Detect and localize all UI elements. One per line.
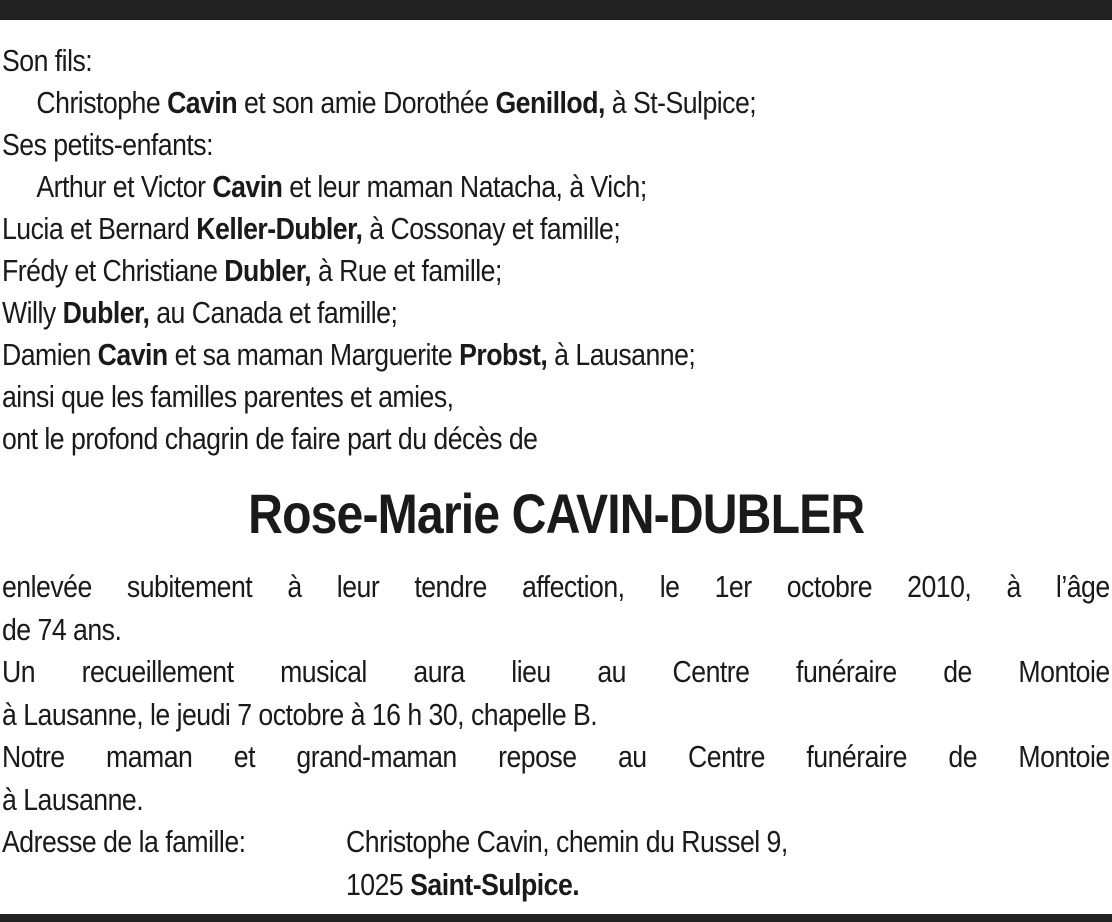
grandchildren-line-post: et leur maman Natacha, à Vich; <box>282 169 647 204</box>
son-line-post: à St-Sulpice; <box>604 85 757 120</box>
damien-line-name1: Cavin <box>97 337 168 372</box>
willy-line <box>2 292 1110 334</box>
grandchildren-line-name: Cavin <box>212 169 283 204</box>
address-line-2 <box>346 864 579 907</box>
grief-line: ont le profond chagrin de faire part du décès de <box>2 421 538 456</box>
fredy-line-name: Dubler, <box>224 253 312 288</box>
address-row-2 <box>2 864 1110 907</box>
address-city: Saint-Sulpice. <box>410 866 580 902</box>
damien-line-pre: Damien <box>2 337 98 372</box>
keller-line-pre: Lucia et Bernard <box>2 211 197 246</box>
damien-line-mid: et sa maman Marguerite <box>167 337 460 372</box>
fredy-line <box>2 250 1110 292</box>
grandchildren-heading: Ses petits-enfants: <box>2 127 214 162</box>
willy-line-name: Dubler, <box>62 295 150 330</box>
ceremony-paragraph-line-2: à Lausanne, le jeudi 7 octobre à 16 h 30, chapelle B. <box>2 696 598 732</box>
keller-line-post: à Cossonay et famille; <box>362 211 621 246</box>
fredy-line-post: à Rue et famille; <box>311 253 502 288</box>
willy-line-post: au Canada et famille; <box>149 295 398 330</box>
son-heading: Son fils: <box>2 43 93 78</box>
family-list <box>2 40 1110 460</box>
rest-paragraph-line-1: Notre maman et grand-maman repose au Centre funéraire de Montoie <box>2 739 1110 774</box>
deceased-name-heading <box>0 478 1112 550</box>
address-postcode: 1025 <box>346 866 411 902</box>
families-line: ainsi que les familles parentes et amies, <box>2 379 454 414</box>
address-row-1 <box>2 821 1110 864</box>
son-line-pre: Christophe <box>36 85 168 120</box>
bottom-rule <box>0 914 1112 922</box>
address-label: Adresse de la famille: <box>2 824 246 859</box>
death-paragraph-line-1: enlevée subitement à leur tendre affection, le 1er octobre 2010, à l’âge <box>2 569 1110 604</box>
keller-line-name: Keller-Dubler, <box>196 211 363 246</box>
fredy-line-pre: Frédy et Christiane <box>2 253 225 288</box>
damien-line-name2: Probst, <box>459 337 548 372</box>
deceased-name: Rose-Marie CAVIN-DUBLER <box>247 482 865 545</box>
ceremony-paragraph-line-1: Un recueillement musical aura lieu au Centre funéraire de Montoie <box>2 654 1110 689</box>
address-line-1: Christophe Cavin, chemin du Russel 9, <box>346 824 788 859</box>
death-paragraph-line-2: de 74 ans. <box>2 611 122 647</box>
damien-line-post: à Lausanne; <box>547 337 696 372</box>
address-label-spacer <box>2 864 346 907</box>
notice-details <box>2 566 1110 906</box>
grandchildren-line-pre: Arthur et Victor <box>36 169 213 204</box>
son-line-name1: Cavin <box>167 85 238 120</box>
keller-line <box>2 208 1110 250</box>
willy-line-pre: Willy <box>2 295 63 330</box>
son-line-mid: et son amie Dorothée <box>237 85 496 120</box>
son-line <box>2 82 1110 124</box>
rest-paragraph-line-2: à Lausanne. <box>2 781 144 817</box>
top-rule <box>0 0 1112 20</box>
son-line-name2: Genillod, <box>495 85 605 120</box>
grandchildren-line <box>2 166 1110 208</box>
damien-line <box>2 334 1110 376</box>
